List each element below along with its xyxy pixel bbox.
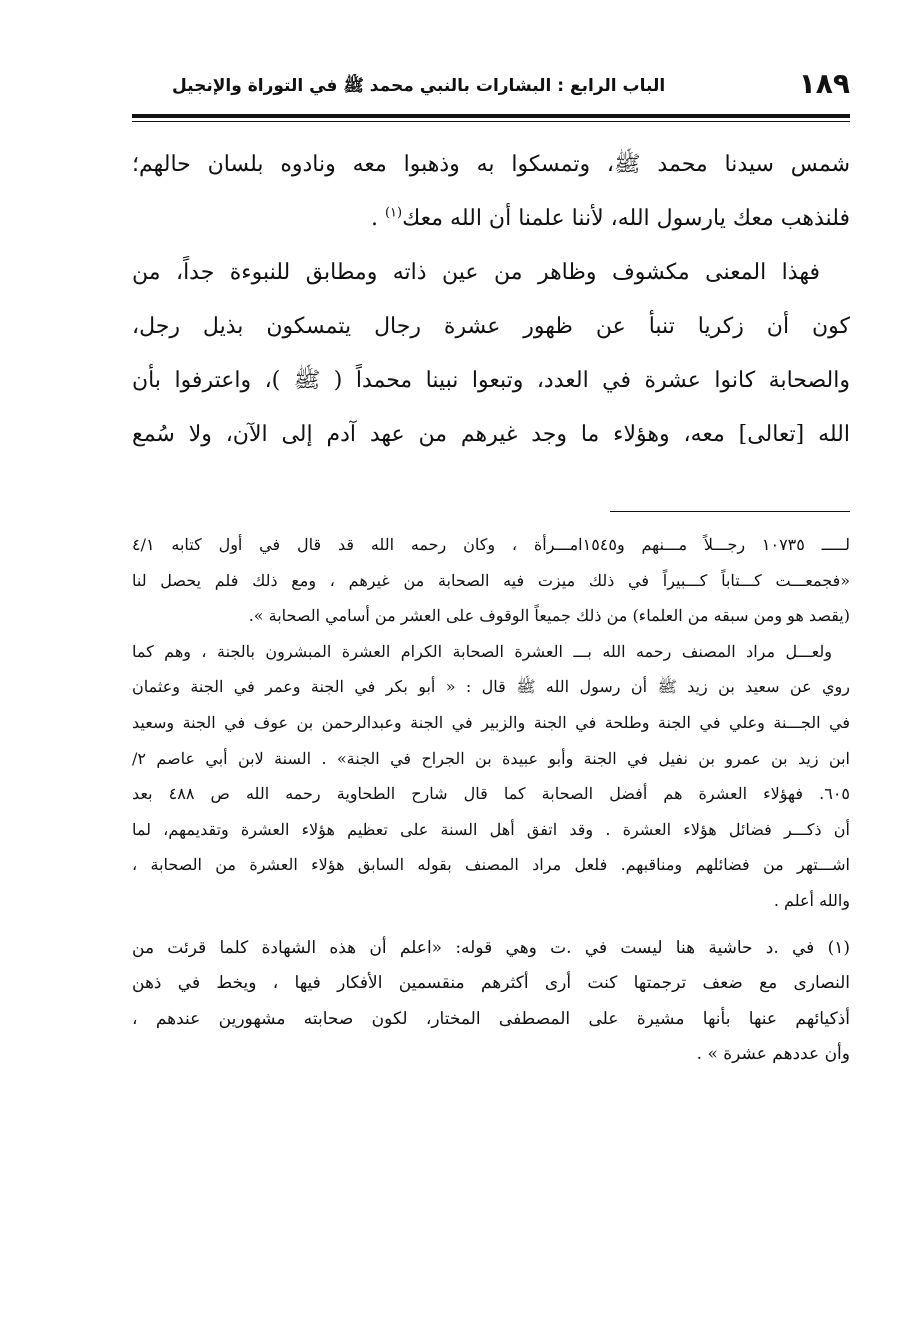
footnote-line: اشـــتهر من فضائلهم ومناقبهم. فلعل مراد المصنف بقوله السابق هؤلاء العشرة من الصحابة ،: [132, 855, 850, 875]
running-header: [132, 66, 850, 106]
body-line: شمس سيدنا محمد ﷺ، وتمسكوا به وذهبوا معه ونادوه بلسان حالهم؛: [132, 152, 850, 177]
footnote-line: في الجـــنة وعلي في الجنة وطلحة في الجنة والزبير في الجنة وعبدالرحمن بن عوف في الجنة وسعيد: [132, 712, 850, 732]
footnote-1-line: أذكيائهم عنها بأنها مشيرة على المصطفى المختار، لكون صحابته مشهورين عندهم ،: [132, 1008, 850, 1029]
footnote-gap: [132, 919, 850, 931]
footnote-1-line: النصارى مع ضعف ترجمتها كنت أرى أكثرهم منقسمين الأفكار فيها ، ويخط في ذهن: [132, 973, 850, 994]
footnote-separator: [610, 511, 850, 512]
page-number: ١٨٩: [798, 67, 850, 100]
body-line: كون أن زكريا تنبأ عن ظهور عشرة رجال يتمسكون بذيل رجل،: [132, 314, 850, 339]
body-line: فهذا المعنى مكشوف وظاهر من عين ذاته ومطابق للنبوءة جداً، من: [132, 260, 820, 285]
footnote-line: والله أعلم .: [773, 890, 850, 910]
footnote-line: لـــــ ١٠٧٣٥ رجـــلاً مـــنهم و١٥٤٥امـــرأة ، وكان رحمه الله قد قال في أول كتابه ٤/١: [132, 535, 850, 554]
footnote-line: (يقصد هو ومن سبقه من العلماء) من ذلك جميعاً الوقوف على العشر من أسامي الصحابة ».: [248, 606, 850, 626]
footnotes: [132, 527, 850, 1073]
footnote-line: أن ذكـــر فضائل هؤلاء العشرة . وقد اتفق أهل السنة على تعظيم هؤلاء العشرة وتقديمهم، لما: [132, 819, 850, 839]
header-rule-thick: [132, 114, 850, 118]
footnote-line: «فجمعـــت كـــتاباً كـــبيراً في ذلك ميزت فيه الصحابة من غيرهم ، ومع ذلك فلم يحصل لنا: [132, 570, 850, 590]
body-line: [132, 192, 850, 246]
line-end-period: .: [370, 206, 378, 231]
footnote-line: ولعـــل مراد المصنف رحمه الله بـــ العشرة الصحابة الكرام العشرة المبشرون بالجنة ، وهم كما: [132, 641, 832, 661]
body-line: والصحابة كانوا عشرة في العدد، وتبعوا نبينا محمداً ( ﷺ )، واعترفوا بأن: [132, 368, 850, 393]
footnote-1-line: (١) في .د حاشية هنا ليست في .ت وهي قوله: «اعلم أن هذه الشهادة كلما قرئت من: [132, 937, 850, 958]
body-line-text: فلنذهب معك يارسول الله، لأننا علمنا أن الله معك: [402, 206, 850, 231]
body-line: الله [تعالى] معه، وهؤلاء ما وجد غيرهم من عهد آدم إلى الآن، ولا سُمع: [132, 422, 850, 447]
footnote-1-line: وأن عددهم عشرة » .: [696, 1044, 850, 1065]
footnote-line: روي عن سعيد بن زيد ﷺ أن رسول الله ﷺ قال : « أبو بكر في الجنة وعمر في الجنة وعثمان: [132, 677, 850, 697]
main-text: [132, 138, 850, 462]
footnote-reference[interactable]: (١): [384, 205, 403, 221]
header-rule-thin: [132, 121, 850, 122]
footnote-line: ابن زيد بن عمرو بن نفيل في الجنة وأبو عبيدة بن الجراح في الجنة» . السنة لابن أبي عاصم ٢/: [132, 748, 850, 768]
footnote-line: ٦٠٥. فهؤلاء العشرة هم أفضل الصحابة كما قال شارح الطحاوية رحمه الله ص ٤٨٨ بعد: [132, 784, 850, 804]
running-title: الباب الرابع : البشارات بالنبي محمد ﷺ في التوراة والإنجيل: [172, 76, 666, 96]
